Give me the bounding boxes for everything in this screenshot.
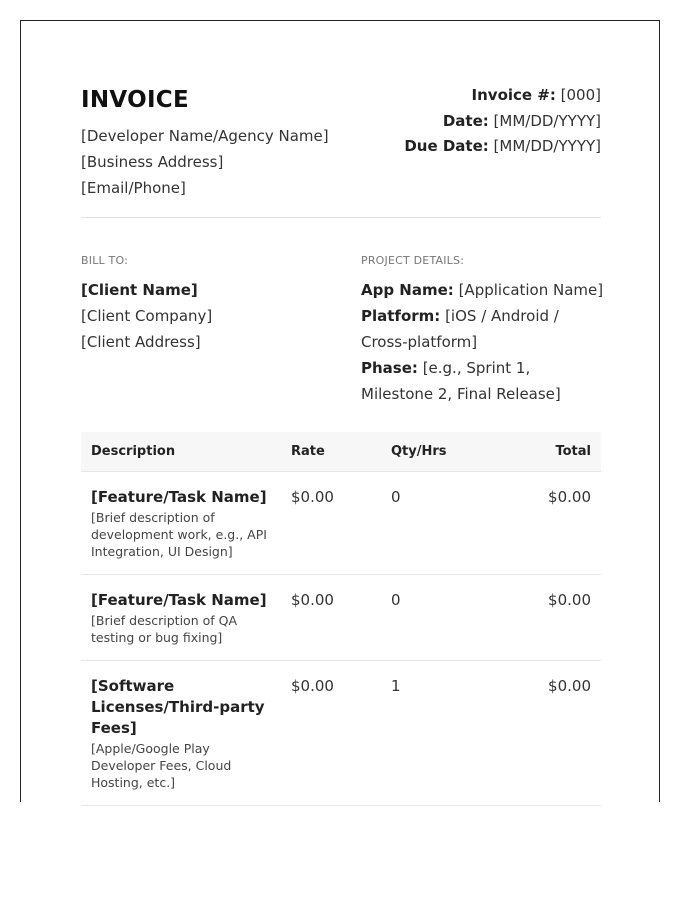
project-details	[361, 277, 606, 407]
invoice-number-value: [000]	[560, 86, 601, 104]
due-date-value: [MM/DD/YYYY]	[493, 137, 601, 155]
invoice-number-row	[404, 83, 601, 109]
due-date-row	[404, 134, 601, 160]
item-total: $0.00	[491, 661, 601, 806]
app-name-label: App Name:	[361, 281, 454, 299]
invoice-header	[81, 21, 601, 218]
item-total: $0.00	[491, 472, 601, 575]
item-name: [Feature/Task Name]	[91, 488, 267, 506]
item-qty: 0	[381, 575, 491, 661]
invoice-title: INVOICE	[81, 87, 190, 113]
platform-row	[361, 303, 606, 355]
phase-row	[361, 355, 606, 407]
item-description-cell	[81, 575, 281, 661]
item-qty: 1	[381, 661, 491, 806]
item-rate: $0.00	[281, 472, 381, 575]
column-header-rate: Rate	[281, 432, 381, 472]
column-header-qty: Qty/Hrs	[381, 432, 491, 472]
item-description: [Apple/Google Play Developer Fees, Cloud Hosting, etc.]	[91, 741, 232, 790]
project-details-section	[361, 254, 606, 407]
column-header-total: Total	[491, 432, 601, 472]
invoice-content	[81, 21, 604, 806]
item-qty: 0	[381, 472, 491, 575]
invoice-number-label: Invoice #:	[471, 86, 556, 104]
invoice-page	[20, 20, 660, 802]
sender-name: [Developer Name/Agency Name]	[81, 127, 329, 145]
table-row	[81, 575, 601, 661]
bill-to-label: BILL TO:	[81, 254, 129, 267]
client-address: [Client Address]	[81, 333, 201, 351]
invoice-date-label: Date:	[442, 111, 489, 130]
invoice-meta	[404, 83, 601, 160]
item-description: [Brief description of QA testing or bug fixing]	[91, 613, 238, 645]
line-items-table	[81, 432, 601, 806]
app-name-value: [Application Name]	[458, 281, 604, 299]
due-date-label: Due Date:	[404, 137, 489, 155]
phase-label: Phase:	[361, 359, 418, 377]
item-description: [Brief description of development work, e.g., API Integration, UI Design]	[91, 510, 267, 559]
sender-contact: [Email/Phone]	[81, 179, 186, 197]
column-header-description: Description	[81, 432, 281, 472]
bill-to-section	[81, 254, 341, 355]
app-name-row	[361, 277, 606, 303]
table-row	[81, 472, 601, 575]
phase-value: [e.g., Sprint 1, Milestone 2, Final Release]	[361, 359, 561, 403]
item-name: [Software Licenses/Third-party Fees]	[91, 677, 265, 737]
sender-info	[81, 123, 329, 201]
item-rate: $0.00	[281, 661, 381, 806]
table-header-row	[81, 432, 601, 472]
invoice-info	[81, 218, 604, 432]
project-details-label: PROJECT DETAILS:	[361, 254, 465, 267]
platform-label: Platform:	[361, 307, 441, 325]
table-row	[81, 661, 601, 806]
item-name: [Feature/Task Name]	[91, 591, 267, 609]
item-description-cell	[81, 661, 281, 806]
platform-value: [iOS / Android / Cross-platform]	[361, 307, 559, 351]
item-total: $0.00	[491, 575, 601, 661]
bill-to-details	[81, 277, 341, 355]
item-rate: $0.00	[281, 575, 381, 661]
invoice-date-row	[404, 109, 601, 135]
client-name: [Client Name]	[81, 281, 198, 299]
invoice-date-value: [MM/DD/YYYY]	[493, 111, 601, 130]
item-description-cell	[81, 472, 281, 575]
client-company: [Client Company]	[81, 307, 213, 325]
sender-address: [Business Address]	[81, 153, 224, 171]
